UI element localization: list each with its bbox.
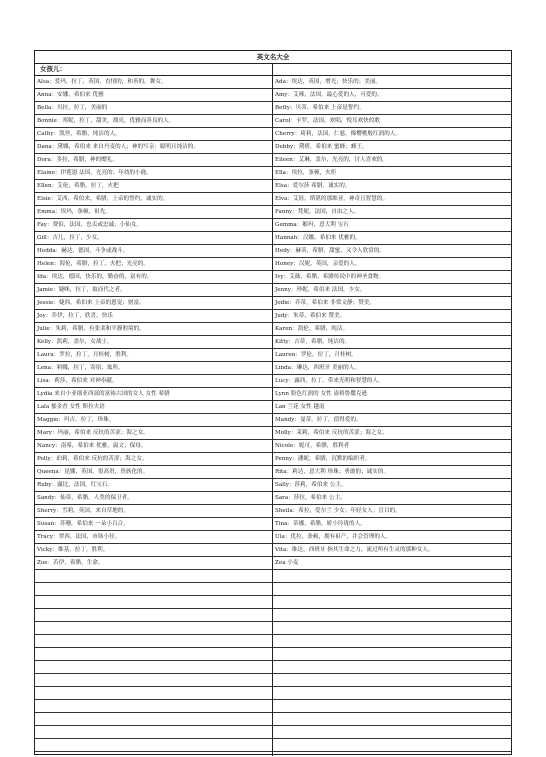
name-entry: Rita：莉达，意大利 珍珠；勇敢的；诚实的。 bbox=[273, 466, 511, 479]
name-entry: Mary：玛丽，希伯来 反抗的苦涩；海之女。 bbox=[35, 427, 272, 440]
name-entry: Ella：埃拉，条顿，火炬 bbox=[273, 167, 511, 180]
name-entry: Karen：凯伦，希腊，纯洁。 bbox=[273, 323, 511, 336]
name-entry: Jessie：婕西，希伯来 上帝的恩宠；财富。 bbox=[35, 297, 272, 310]
name-entry: Hannah：汉娜，希伯来 优雅的。 bbox=[273, 232, 511, 245]
name-entry: Sheila：希拉，爱尔兰 少女；年轻女人；盲目的。 bbox=[273, 505, 511, 518]
empty-row bbox=[273, 674, 511, 687]
name-entry: Fanny：梵妮，法国，自由之人。 bbox=[273, 206, 511, 219]
empty-row bbox=[273, 700, 511, 713]
empty-row bbox=[35, 661, 272, 674]
empty-row bbox=[273, 609, 511, 622]
name-entry: Cathy：凯丝，希腊，纯洁的人。 bbox=[35, 128, 272, 141]
name-entry: Lynn 脸色红润的 女性 盎格鲁撒克逊 bbox=[273, 388, 511, 401]
name-entry: Sara：莎拉，希伯来 公主。 bbox=[273, 492, 511, 505]
name-entry: Bella：贝拉，拉丁，美丽的 bbox=[35, 102, 272, 115]
name-entry: Lena：莉娜，拉丁，寄宿；寓所。 bbox=[35, 362, 272, 375]
name-entry: Jamie：婕咪，拉丁，取而代之者。 bbox=[35, 284, 272, 297]
name-entry: Ivy：艾薇，希腊，希腊传说中的神圣食物。 bbox=[273, 271, 511, 284]
empty-row bbox=[35, 674, 272, 687]
empty-row bbox=[35, 622, 272, 635]
empty-row bbox=[35, 609, 272, 622]
empty-row bbox=[273, 570, 511, 583]
empty-row bbox=[273, 648, 511, 661]
name-entry: Kelly：凯莉，盖尔，女战士。 bbox=[35, 336, 272, 349]
name-entry: Sally：莎莉，希伯来 公主。 bbox=[273, 479, 511, 492]
name-entry: Penny：潘妮，希腊，沉默的编织者。 bbox=[273, 453, 511, 466]
empty-row bbox=[273, 596, 511, 609]
empty-row bbox=[273, 726, 511, 739]
name-entry: Dana：黛娜，希伯来 来自丹麦的人；神的写亲：聪明且纯洁的。 bbox=[35, 141, 272, 154]
name-entry: Joy：乔伊，拉丁，欣喜，快乐 bbox=[35, 310, 272, 323]
name-entry: Anna：安娜，希伯来 优雅 bbox=[35, 89, 272, 102]
name-entry: Ruby：露比，法国，红宝石。 bbox=[35, 479, 272, 492]
name-entry: Elsa：爱尔莎 希腊，诚实的。 bbox=[273, 180, 511, 193]
empty-row bbox=[273, 661, 511, 674]
empty-row bbox=[273, 739, 511, 752]
name-entry: Carol：卡罗，法国，欢唱，悦耳欢快的歌 bbox=[273, 115, 511, 128]
section-heading-blank bbox=[273, 63, 511, 76]
left-column bbox=[35, 76, 273, 756]
name-entry: Emma：埃玛，条顿，祖先。 bbox=[35, 206, 272, 219]
section-heading-girls: 女孩儿： bbox=[35, 63, 273, 76]
page-title: 英文名大全 bbox=[35, 51, 511, 64]
empty-row bbox=[35, 596, 272, 609]
empty-row bbox=[35, 635, 272, 648]
name-entry: Gemma：姬玛，意大利 宝石 bbox=[273, 219, 511, 232]
name-entry: Vita：维达，西班牙 指其生命之力，流过所有生灵的那种女人。 bbox=[273, 544, 511, 557]
name-entry: Queena：昆娜，英国，很高贵，贵族化的。 bbox=[35, 466, 272, 479]
right-column bbox=[273, 76, 511, 756]
empty-row bbox=[35, 713, 272, 726]
name-entry: Helen：海伦，希腊，拉丁，火把；光亮的。 bbox=[35, 258, 272, 271]
name-entry: Gill：吉儿，拉丁，少女。 bbox=[35, 232, 272, 245]
empty-row bbox=[273, 687, 511, 700]
name-entry: Maggie：玛吉，拉丁，珍珠。 bbox=[35, 414, 272, 427]
name-entry: Vicky：维基，拉丁，胜利。 bbox=[35, 544, 272, 557]
name-entry: Hedy：赫蒂，希腊，甜蜜，又令人欣赏的。 bbox=[273, 245, 511, 258]
empty-row bbox=[35, 739, 272, 752]
name-entry: Jodie：乔蒂，希伯来 非常文静；赞美。 bbox=[273, 297, 511, 310]
name-entry: Lydia 来自小亚细亚西部的富裕古国的女人 女性 希腊 bbox=[35, 388, 272, 401]
empty-row bbox=[273, 635, 511, 648]
name-entry: Lucy：露西，拉丁，带来光明和智慧的人。 bbox=[273, 375, 511, 388]
empty-row bbox=[35, 583, 272, 596]
name-entry: Lan 兰花 女性 越南 bbox=[273, 401, 511, 414]
name-entry: Judy：朱蒂，希伯来 赞美。 bbox=[273, 310, 511, 323]
name-entry: Zea 小麦 bbox=[273, 557, 511, 570]
name-entry: Dora：多拉，希腊，神的赠礼。 bbox=[35, 154, 272, 167]
name-entry: Elsie：艾西，希伯来，希腊，上帝的誓约，诚实的。 bbox=[35, 193, 272, 206]
name-entry: Mandy：曼蒂，拉丁，值得爱的。 bbox=[273, 414, 511, 427]
name-entry: Alsa：爱玛，拉丁，英国，直情的，和善的，舞女。 bbox=[35, 76, 272, 89]
name-entry: Ida：埃达，德国，快乐的，勤奋的，富有的。 bbox=[35, 271, 272, 284]
name-entry: Eileen：艾琳，盖尔，光亮的，讨人喜欢的。 bbox=[273, 154, 511, 167]
empty-row bbox=[35, 687, 272, 700]
name-entry: Molly：茉莉，希伯来 反抗的苦涩；海之女。 bbox=[273, 427, 511, 440]
name-entry: Amy：艾咪，法国，最心爱的人，可爱的。 bbox=[273, 89, 511, 102]
name-entry: Lisa：莉莎，希伯来 对神奉献。 bbox=[35, 375, 272, 388]
name-entry: Lala 郁金香 女性 斯拉夫语 bbox=[35, 401, 272, 414]
name-entry: Laura：罗拉，拉丁，月桂树，胜利。 bbox=[35, 349, 272, 362]
name-entry: Cherry：琦莉，法国，仁慈，像樱桃般红润的人。 bbox=[273, 128, 511, 141]
name-entry: Betty：贝蒂，希伯来 上帝是誓约。 bbox=[273, 102, 511, 115]
name-entry: Sherry：雪莉，英国，来自草地的。 bbox=[35, 505, 272, 518]
name-entry: Fay：费伯，法国，忠贞或忠诚；小仙女。 bbox=[35, 219, 272, 232]
empty-row bbox=[35, 726, 272, 739]
name-entry: Susan：苏珊，希伯来 一朵小百合。 bbox=[35, 518, 272, 531]
name-entry: Sandy：仙蒂，希腊，人类的保卫者。 bbox=[35, 492, 272, 505]
name-entry: Ula：优拉，条顿，拥有祖产，并会管理的人。 bbox=[273, 531, 511, 544]
name-entry: Bonnie：邦妮，拉丁，甜美，漂亮，优雅而善良的人。 bbox=[35, 115, 272, 128]
name-entry: Elaine：伊莲恩 法国，光亮的；年幼的小鹿。 bbox=[35, 167, 272, 180]
name-entry: Debby：黛碧，希伯来 蜜蜂；蜂王。 bbox=[273, 141, 511, 154]
empty-row bbox=[35, 570, 272, 583]
name-entry: Nicole：妮可，希腊，胜利者 bbox=[273, 440, 511, 453]
name-entry: Tracy：翠西，法国，市场小径。 bbox=[35, 531, 272, 544]
name-entry: Zoe：若伊，希腊，生命。 bbox=[35, 557, 272, 570]
name-entry: Jenny：珍妮，希伯来 法国，少女。 bbox=[273, 284, 511, 297]
empty-row bbox=[273, 713, 511, 726]
empty-row bbox=[35, 648, 272, 661]
empty-row bbox=[273, 583, 511, 596]
empty-row bbox=[273, 622, 511, 635]
name-entry: Tina：蒂娜，希腊，娇小玲珑的人。 bbox=[273, 518, 511, 531]
name-entry: Nancy：南希，希伯来 优雅，温文；保母。 bbox=[35, 440, 272, 453]
name-entry: Polly：珀莉，希伯来 反抗的苦涩；海之女。 bbox=[35, 453, 272, 466]
name-entry: Lauren：罗伦，拉丁，月桂树。 bbox=[273, 349, 511, 362]
name-entry: Julie：朱莉，希腊，有张柔和平静腔境的。 bbox=[35, 323, 272, 336]
name-entry: Kitty：吉蒂，希腊，纯洁的。 bbox=[273, 336, 511, 349]
name-entry: Ada：埃达，英国，增光；快乐的；美丽。 bbox=[273, 76, 511, 89]
empty-row bbox=[35, 700, 272, 713]
name-entry: Honey：汉妮，英国，亲爱的人。 bbox=[273, 258, 511, 271]
name-entry: Linda：琳达，西班牙 美丽的人。 bbox=[273, 362, 511, 375]
name-entry: Ellen：艾伦，希腊，拉丁，火把 bbox=[35, 180, 272, 193]
name-entry: Elva：艾娃，斯堪的那维亚，神奇且智慧的。 bbox=[273, 193, 511, 206]
name-entry: Hedda：赫达，德国，斗争或战斗。 bbox=[35, 245, 272, 258]
name-table bbox=[34, 50, 512, 755]
